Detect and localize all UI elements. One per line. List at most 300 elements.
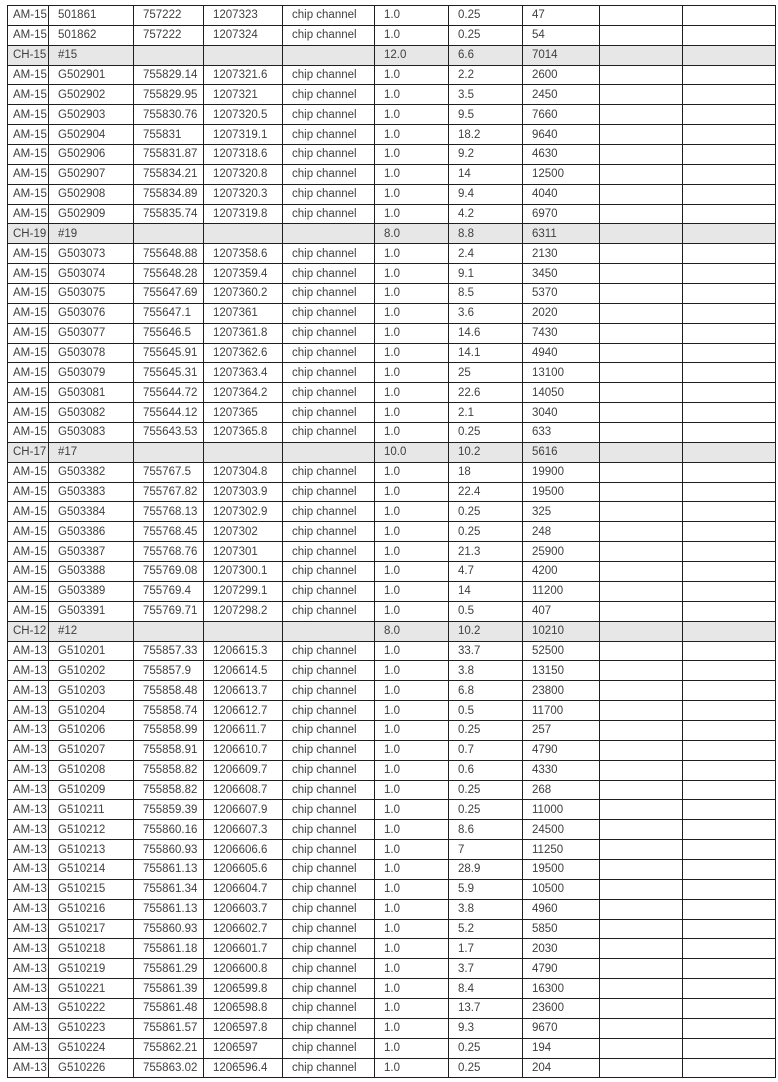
cell-col10[interactable] [683, 284, 776, 304]
cell-col7[interactable]: 0.5 [449, 601, 523, 621]
cell-col2[interactable]: G503382 [49, 462, 134, 482]
cell-col8[interactable]: 4790 [523, 959, 600, 979]
cell-col2[interactable]: G503083 [49, 423, 134, 443]
cell-col10[interactable] [683, 760, 776, 780]
cell-col9[interactable] [600, 462, 683, 482]
cell-col1[interactable]: AM-13 [8, 979, 49, 999]
cell-col10[interactable] [683, 840, 776, 860]
cell-col2[interactable]: G510201 [49, 641, 134, 661]
cell-col6[interactable]: 8.0 [375, 224, 449, 244]
cell-col2[interactable]: G503079 [49, 363, 134, 383]
cell-col5[interactable]: chip channel [283, 1038, 375, 1058]
cell-col7[interactable]: 1.7 [449, 939, 523, 959]
cell-col7[interactable]: 0.25 [449, 780, 523, 800]
cell-col5[interactable]: chip channel [283, 85, 375, 105]
cell-col4[interactable]: 1206600.8 [204, 959, 283, 979]
cell-col4[interactable]: 1206602.7 [204, 919, 283, 939]
cell-col7[interactable]: 3.7 [449, 959, 523, 979]
cell-col3[interactable]: 755860.93 [134, 840, 204, 860]
cell-col1[interactable]: AM-13 [8, 800, 49, 820]
cell-col9[interactable] [600, 184, 683, 204]
cell-col1[interactable]: AM-15 [8, 462, 49, 482]
cell-col3[interactable]: 755858.74 [134, 701, 204, 721]
cell-col3[interactable] [134, 45, 204, 65]
cell-col2[interactable]: 501862 [49, 25, 134, 45]
cell-col5[interactable]: chip channel [283, 760, 375, 780]
cell-col1[interactable]: AM-15 [8, 562, 49, 582]
cell-col2[interactable]: G510212 [49, 820, 134, 840]
cell-col6[interactable]: 1.0 [375, 840, 449, 860]
cell-col5[interactable]: chip channel [283, 125, 375, 145]
cell-col3[interactable]: 755861.57 [134, 1018, 204, 1038]
cell-col1[interactable]: AM-13 [8, 641, 49, 661]
cell-col1[interactable]: AM-15 [8, 65, 49, 85]
cell-col8[interactable]: 7014 [523, 45, 600, 65]
cell-col2[interactable]: G503077 [49, 323, 134, 343]
cell-col3[interactable]: 755861.48 [134, 998, 204, 1018]
cell-col10[interactable] [683, 204, 776, 224]
cell-col3[interactable]: 755646.5 [134, 323, 204, 343]
cell-col7[interactable]: 8.4 [449, 979, 523, 999]
cell-col3[interactable]: 755768.45 [134, 522, 204, 542]
cell-col1[interactable]: AM-15 [8, 105, 49, 125]
cell-col10[interactable] [683, 681, 776, 701]
cell-col10[interactable] [683, 959, 776, 979]
cell-col6[interactable]: 1.0 [375, 879, 449, 899]
cell-col3[interactable] [134, 621, 204, 641]
cell-col1[interactable]: AM-15 [8, 542, 49, 562]
cell-col10[interactable] [683, 562, 776, 582]
cell-col3[interactable]: 755643.53 [134, 423, 204, 443]
cell-col9[interactable] [600, 681, 683, 701]
cell-col7[interactable]: 9.4 [449, 184, 523, 204]
cell-col5[interactable]: chip channel [283, 859, 375, 879]
cell-col9[interactable] [600, 482, 683, 502]
cell-col2[interactable]: G510223 [49, 1018, 134, 1038]
cell-col3[interactable]: 755830.76 [134, 105, 204, 125]
cell-col9[interactable] [600, 1058, 683, 1078]
cell-col9[interactable] [600, 899, 683, 919]
cell-col8[interactable]: 10500 [523, 879, 600, 899]
cell-col1[interactable]: AM-13 [8, 859, 49, 879]
cell-col9[interactable] [600, 323, 683, 343]
cell-col5[interactable]: chip channel [283, 462, 375, 482]
cell-col4[interactable]: 1207302 [204, 522, 283, 542]
cell-col4[interactable]: 1207365.8 [204, 423, 283, 443]
cell-col10[interactable] [683, 701, 776, 721]
cell-col9[interactable] [600, 284, 683, 304]
cell-col5[interactable]: chip channel [283, 998, 375, 1018]
cell-col10[interactable] [683, 343, 776, 363]
cell-col9[interactable] [600, 601, 683, 621]
cell-col3[interactable]: 755860.16 [134, 820, 204, 840]
cell-col9[interactable] [600, 621, 683, 641]
cell-col7[interactable]: 0.7 [449, 740, 523, 760]
cell-col10[interactable] [683, 462, 776, 482]
cell-col6[interactable]: 1.0 [375, 760, 449, 780]
cell-col10[interactable] [683, 403, 776, 423]
cell-col5[interactable]: chip channel [283, 840, 375, 860]
cell-col7[interactable]: 25 [449, 363, 523, 383]
cell-col10[interactable] [683, 482, 776, 502]
cell-col2[interactable]: G503074 [49, 264, 134, 284]
cell-col5[interactable]: chip channel [283, 323, 375, 343]
cell-col6[interactable]: 1.0 [375, 383, 449, 403]
cell-col4[interactable] [204, 621, 283, 641]
cell-col5[interactable] [283, 224, 375, 244]
cell-col7[interactable]: 0.25 [449, 522, 523, 542]
cell-col3[interactable]: 755645.31 [134, 363, 204, 383]
cell-col3[interactable]: 755858.82 [134, 760, 204, 780]
cell-col6[interactable]: 1.0 [375, 303, 449, 323]
cell-col8[interactable]: 54 [523, 25, 600, 45]
cell-col3[interactable]: 755647.69 [134, 284, 204, 304]
cell-col4[interactable]: 1206608.7 [204, 780, 283, 800]
cell-col3[interactable]: 755831 [134, 125, 204, 145]
cell-col3[interactable]: 755858.99 [134, 720, 204, 740]
cell-col8[interactable]: 11000 [523, 800, 600, 820]
cell-col2[interactable]: G503384 [49, 502, 134, 522]
cell-col9[interactable] [600, 939, 683, 959]
cell-col5[interactable]: chip channel [283, 145, 375, 165]
cell-col9[interactable] [600, 383, 683, 403]
cell-col6[interactable]: 1.0 [375, 979, 449, 999]
cell-col6[interactable]: 1.0 [375, 403, 449, 423]
cell-col10[interactable] [683, 105, 776, 125]
cell-col3[interactable]: 755861.29 [134, 959, 204, 979]
cell-col5[interactable] [283, 621, 375, 641]
cell-col5[interactable]: chip channel [283, 800, 375, 820]
cell-col2[interactable]: G502902 [49, 85, 134, 105]
cell-col4[interactable]: 1206607.3 [204, 820, 283, 840]
cell-col10[interactable] [683, 6, 776, 26]
cell-col4[interactable]: 1206610.7 [204, 740, 283, 760]
cell-col10[interactable] [683, 621, 776, 641]
cell-col1[interactable]: AM-15 [8, 244, 49, 264]
cell-col8[interactable]: 2450 [523, 85, 600, 105]
cell-col1[interactable]: CH-15 [8, 45, 49, 65]
cell-col1[interactable]: CH-17 [8, 442, 49, 462]
cell-col6[interactable]: 1.0 [375, 65, 449, 85]
cell-col10[interactable] [683, 184, 776, 204]
cell-col2[interactable]: G503073 [49, 244, 134, 264]
cell-col3[interactable]: 755834.89 [134, 184, 204, 204]
cell-col4[interactable]: 1207299.1 [204, 581, 283, 601]
cell-col9[interactable] [600, 562, 683, 582]
cell-col4[interactable]: 1207319.1 [204, 125, 283, 145]
cell-col10[interactable] [683, 65, 776, 85]
cell-col6[interactable]: 1.0 [375, 601, 449, 621]
cell-col6[interactable]: 1.0 [375, 264, 449, 284]
cell-col7[interactable]: 14 [449, 581, 523, 601]
cell-col1[interactable]: AM-15 [8, 264, 49, 284]
cell-col9[interactable] [600, 581, 683, 601]
cell-col2[interactable]: G510219 [49, 959, 134, 979]
cell-col4[interactable]: 1206609.7 [204, 760, 283, 780]
cell-col8[interactable]: 2020 [523, 303, 600, 323]
cell-col6[interactable]: 1.0 [375, 1058, 449, 1078]
cell-col1[interactable]: AM-15 [8, 383, 49, 403]
cell-col9[interactable] [600, 820, 683, 840]
cell-col8[interactable]: 407 [523, 601, 600, 621]
cell-col6[interactable]: 1.0 [375, 1018, 449, 1038]
cell-col10[interactable] [683, 164, 776, 184]
cell-col10[interactable] [683, 303, 776, 323]
cell-col6[interactable]: 1.0 [375, 502, 449, 522]
cell-col3[interactable]: 755861.18 [134, 939, 204, 959]
cell-col5[interactable]: chip channel [283, 1058, 375, 1078]
cell-col1[interactable]: AM-15 [8, 601, 49, 621]
cell-col1[interactable]: AM-13 [8, 1058, 49, 1078]
cell-col8[interactable]: 6311 [523, 224, 600, 244]
cell-col9[interactable] [600, 760, 683, 780]
cell-col5[interactable]: chip channel [283, 740, 375, 760]
cell-col2[interactable]: G503082 [49, 403, 134, 423]
cell-col8[interactable]: 9670 [523, 1018, 600, 1038]
cell-col9[interactable] [600, 979, 683, 999]
cell-col5[interactable] [283, 442, 375, 462]
cell-col10[interactable] [683, 25, 776, 45]
cell-col9[interactable] [600, 45, 683, 65]
cell-col1[interactable]: AM-15 [8, 284, 49, 304]
cell-col5[interactable]: chip channel [283, 919, 375, 939]
cell-col8[interactable]: 13150 [523, 661, 600, 681]
cell-col8[interactable]: 5370 [523, 284, 600, 304]
cell-col4[interactable]: 1207321.6 [204, 65, 283, 85]
cell-col2[interactable]: G502909 [49, 204, 134, 224]
cell-col5[interactable]: chip channel [283, 482, 375, 502]
cell-col9[interactable] [600, 701, 683, 721]
cell-col7[interactable]: 10.2 [449, 442, 523, 462]
cell-col9[interactable] [600, 244, 683, 264]
cell-col3[interactable]: 755858.82 [134, 780, 204, 800]
cell-col3[interactable]: 757222 [134, 25, 204, 45]
cell-col6[interactable]: 1.0 [375, 423, 449, 443]
cell-col3[interactable]: 755648.28 [134, 264, 204, 284]
cell-col6[interactable]: 1.0 [375, 661, 449, 681]
cell-col3[interactable]: 755857.33 [134, 641, 204, 661]
cell-col5[interactable]: chip channel [283, 303, 375, 323]
cell-col9[interactable] [600, 65, 683, 85]
cell-col4[interactable]: 1206605.6 [204, 859, 283, 879]
cell-col5[interactable]: chip channel [283, 601, 375, 621]
cell-col8[interactable]: 268 [523, 780, 600, 800]
cell-col10[interactable] [683, 740, 776, 760]
cell-col6[interactable]: 1.0 [375, 641, 449, 661]
cell-col7[interactable]: 5.2 [449, 919, 523, 939]
cell-col5[interactable]: chip channel [283, 939, 375, 959]
cell-col2[interactable]: G502907 [49, 164, 134, 184]
cell-col1[interactable]: AM-13 [8, 780, 49, 800]
cell-col9[interactable] [600, 959, 683, 979]
cell-col4[interactable]: 1207303.9 [204, 482, 283, 502]
cell-col6[interactable]: 1.0 [375, 522, 449, 542]
cell-col1[interactable]: AM-15 [8, 25, 49, 45]
cell-col5[interactable]: chip channel [283, 562, 375, 582]
cell-col1[interactable]: AM-15 [8, 343, 49, 363]
cell-col8[interactable]: 2130 [523, 244, 600, 264]
cell-col8[interactable]: 19900 [523, 462, 600, 482]
cell-col6[interactable]: 1.0 [375, 959, 449, 979]
cell-col6[interactable]: 1.0 [375, 343, 449, 363]
cell-col2[interactable]: G510207 [49, 740, 134, 760]
cell-col4[interactable]: 1207360.2 [204, 284, 283, 304]
cell-col6[interactable]: 1.0 [375, 720, 449, 740]
cell-col2[interactable]: G503081 [49, 383, 134, 403]
cell-col1[interactable]: AM-13 [8, 959, 49, 979]
cell-col7[interactable]: 0.25 [449, 423, 523, 443]
cell-col5[interactable]: chip channel [283, 204, 375, 224]
cell-col4[interactable]: 1207365 [204, 403, 283, 423]
cell-col9[interactable] [600, 542, 683, 562]
cell-col6[interactable]: 1.0 [375, 681, 449, 701]
cell-col3[interactable]: 755647.1 [134, 303, 204, 323]
cell-col1[interactable]: AM-15 [8, 423, 49, 443]
cell-col3[interactable]: 755835.74 [134, 204, 204, 224]
cell-col7[interactable]: 7 [449, 840, 523, 860]
cell-col5[interactable]: chip channel [283, 105, 375, 125]
cell-col10[interactable] [683, 1038, 776, 1058]
cell-col4[interactable]: 1206607.9 [204, 800, 283, 820]
cell-col8[interactable]: 4790 [523, 740, 600, 760]
cell-col9[interactable] [600, 224, 683, 244]
cell-col3[interactable]: 755860.93 [134, 919, 204, 939]
cell-col4[interactable]: 1207359.4 [204, 264, 283, 284]
cell-col7[interactable]: 21.3 [449, 542, 523, 562]
cell-col3[interactable]: 755862.21 [134, 1038, 204, 1058]
cell-col4[interactable]: 1206597.8 [204, 1018, 283, 1038]
cell-col10[interactable] [683, 264, 776, 284]
cell-col3[interactable]: 755829.14 [134, 65, 204, 85]
cell-col9[interactable] [600, 522, 683, 542]
cell-col2[interactable]: G510204 [49, 701, 134, 721]
cell-col7[interactable]: 18.2 [449, 125, 523, 145]
cell-col7[interactable]: 0.25 [449, 6, 523, 26]
cell-col8[interactable]: 19500 [523, 859, 600, 879]
cell-col7[interactable]: 9.5 [449, 105, 523, 125]
cell-col4[interactable]: 1206604.7 [204, 879, 283, 899]
cell-col9[interactable] [600, 1038, 683, 1058]
cell-col8[interactable]: 5850 [523, 919, 600, 939]
cell-col10[interactable] [683, 998, 776, 1018]
cell-col9[interactable] [600, 105, 683, 125]
cell-col7[interactable]: 18 [449, 462, 523, 482]
cell-col4[interactable]: 1206614.5 [204, 661, 283, 681]
cell-col5[interactable]: chip channel [283, 899, 375, 919]
cell-col10[interactable] [683, 899, 776, 919]
cell-col2[interactable]: #19 [49, 224, 134, 244]
cell-col1[interactable]: AM-15 [8, 581, 49, 601]
cell-col3[interactable]: 755768.76 [134, 542, 204, 562]
cell-col8[interactable]: 19500 [523, 482, 600, 502]
cell-col4[interactable]: 1207361.8 [204, 323, 283, 343]
cell-col6[interactable]: 1.0 [375, 323, 449, 343]
cell-col4[interactable]: 1207358.6 [204, 244, 283, 264]
cell-col2[interactable]: G510202 [49, 661, 134, 681]
cell-col1[interactable]: AM-13 [8, 720, 49, 740]
cell-col8[interactable]: 194 [523, 1038, 600, 1058]
cell-col4[interactable]: 1207298.2 [204, 601, 283, 621]
cell-col6[interactable]: 1.0 [375, 542, 449, 562]
cell-col6[interactable]: 1.0 [375, 125, 449, 145]
cell-col5[interactable]: chip channel [283, 641, 375, 661]
cell-col3[interactable]: 755861.13 [134, 859, 204, 879]
cell-col8[interactable]: 4940 [523, 343, 600, 363]
cell-col5[interactable]: chip channel [283, 65, 375, 85]
cell-col1[interactable]: AM-15 [8, 145, 49, 165]
cell-col2[interactable]: #15 [49, 45, 134, 65]
cell-col8[interactable]: 11200 [523, 581, 600, 601]
cell-col2[interactable]: G510224 [49, 1038, 134, 1058]
cell-col6[interactable]: 1.0 [375, 562, 449, 582]
cell-col2[interactable]: G510222 [49, 998, 134, 1018]
cell-col9[interactable] [600, 145, 683, 165]
cell-col10[interactable] [683, 879, 776, 899]
cell-col10[interactable] [683, 502, 776, 522]
cell-col6[interactable]: 1.0 [375, 462, 449, 482]
cell-col10[interactable] [683, 720, 776, 740]
cell-col1[interactable]: AM-13 [8, 1038, 49, 1058]
cell-col4[interactable]: 1206603.7 [204, 899, 283, 919]
cell-col5[interactable]: chip channel [283, 879, 375, 899]
cell-col2[interactable]: G502908 [49, 184, 134, 204]
cell-col7[interactable]: 0.25 [449, 502, 523, 522]
cell-col4[interactable]: 1206599.8 [204, 979, 283, 999]
cell-col5[interactable]: chip channel [283, 343, 375, 363]
cell-col2[interactable]: G510209 [49, 780, 134, 800]
cell-col10[interactable] [683, 820, 776, 840]
cell-col1[interactable]: AM-15 [8, 363, 49, 383]
cell-col8[interactable]: 204 [523, 1058, 600, 1078]
cell-col5[interactable]: chip channel [283, 581, 375, 601]
cell-col5[interactable]: chip channel [283, 661, 375, 681]
cell-col1[interactable]: AM-13 [8, 840, 49, 860]
cell-col8[interactable]: 11700 [523, 701, 600, 721]
cell-col4[interactable]: 1206612.7 [204, 701, 283, 721]
cell-col6[interactable]: 1.0 [375, 998, 449, 1018]
cell-col8[interactable]: 52500 [523, 641, 600, 661]
cell-col1[interactable]: AM-15 [8, 522, 49, 542]
cell-col5[interactable]: chip channel [283, 681, 375, 701]
cell-col9[interactable] [600, 1018, 683, 1038]
cell-col9[interactable] [600, 264, 683, 284]
cell-col5[interactable]: chip channel [283, 959, 375, 979]
cell-col6[interactable]: 12.0 [375, 45, 449, 65]
cell-col7[interactable]: 9.3 [449, 1018, 523, 1038]
cell-col4[interactable]: 1206615.3 [204, 641, 283, 661]
cell-col4[interactable]: 1206598.8 [204, 998, 283, 1018]
cell-col10[interactable] [683, 442, 776, 462]
cell-col7[interactable]: 9.2 [449, 145, 523, 165]
cell-col9[interactable] [600, 740, 683, 760]
cell-col9[interactable] [600, 423, 683, 443]
cell-col10[interactable] [683, 859, 776, 879]
cell-col5[interactable]: chip channel [283, 780, 375, 800]
cell-col6[interactable]: 1.0 [375, 919, 449, 939]
cell-col1[interactable]: AM-13 [8, 998, 49, 1018]
cell-col1[interactable]: AM-13 [8, 820, 49, 840]
cell-col6[interactable]: 1.0 [375, 1038, 449, 1058]
cell-col3[interactable]: 755767.82 [134, 482, 204, 502]
cell-col4[interactable]: 1207300.1 [204, 562, 283, 582]
cell-col4[interactable] [204, 442, 283, 462]
cell-col3[interactable]: 755861.13 [134, 899, 204, 919]
cell-col7[interactable]: 6.6 [449, 45, 523, 65]
cell-col1[interactable]: AM-15 [8, 323, 49, 343]
cell-col6[interactable]: 1.0 [375, 244, 449, 264]
cell-col10[interactable] [683, 45, 776, 65]
cell-col9[interactable] [600, 800, 683, 820]
